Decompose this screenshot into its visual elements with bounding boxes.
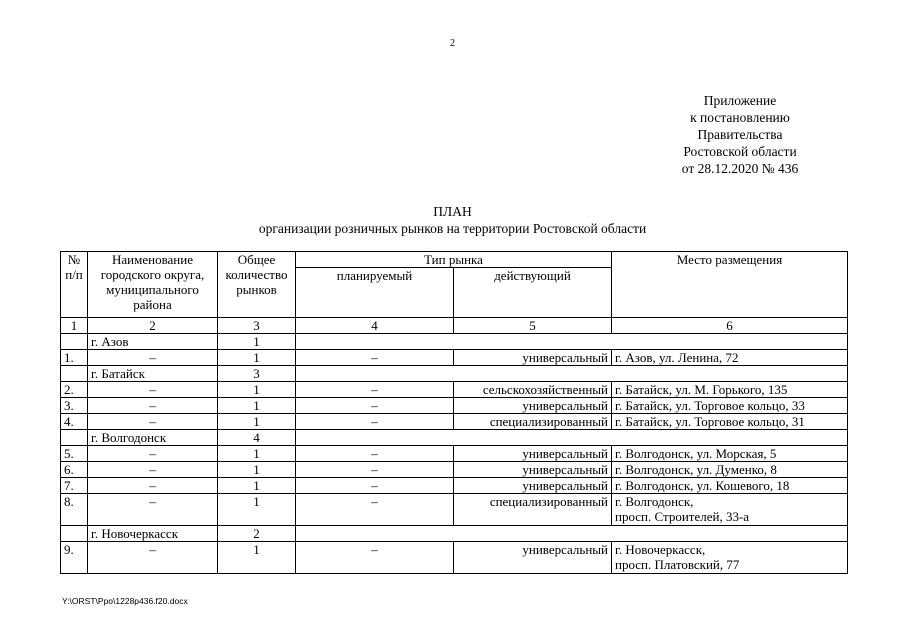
page-number: 2 — [450, 38, 455, 49]
cell-planned: – — [296, 478, 454, 494]
cell-num: 9. — [61, 542, 88, 574]
column-number: 2 — [88, 318, 218, 334]
cell-empty — [296, 366, 848, 382]
table-row — [61, 478, 848, 494]
cell-num — [61, 334, 88, 350]
cell-name: – — [88, 350, 218, 366]
cell-empty — [296, 526, 848, 542]
header-active: действующий — [454, 268, 612, 318]
cell-active: универсальный — [454, 446, 612, 462]
header-name: Наименование городского округа, муниципального района — [88, 252, 218, 318]
table-row — [61, 414, 848, 430]
header-planned: планируемый — [296, 268, 454, 318]
cell-empty — [296, 430, 848, 446]
cell-num — [61, 430, 88, 446]
table-row — [61, 542, 848, 574]
cell-count: 1 — [218, 398, 296, 414]
cell-count: 1 — [218, 382, 296, 398]
cell-location: г. Волгодонск, ул. Морская, 5 — [612, 446, 848, 462]
cell-planned: – — [296, 462, 454, 478]
cell-active: универсальный — [454, 478, 612, 494]
cell-count: 4 — [218, 430, 296, 446]
cell-num: 7. — [61, 478, 88, 494]
cell-active: специализированный — [454, 414, 612, 430]
cell-name: – — [88, 398, 218, 414]
appendix-line: Приложение — [703, 93, 777, 108]
column-number: 5 — [454, 318, 612, 334]
cell-planned: – — [296, 382, 454, 398]
cell-name: – — [88, 446, 218, 462]
table-row — [61, 382, 848, 398]
table-row — [61, 462, 848, 478]
header-num: № п/п — [61, 252, 88, 318]
cell-active: универсальный — [454, 398, 612, 414]
cell-location: г. Батайск, ул. М. Горького, 135 — [612, 382, 848, 398]
cell-name: – — [88, 414, 218, 430]
column-number: 4 — [296, 318, 454, 334]
appendix-block — [640, 92, 840, 177]
cell-active: универсальный — [454, 462, 612, 478]
cell-group-name: г. Новочеркасск — [88, 526, 218, 542]
cell-name: – — [88, 542, 218, 574]
header-location: Место размещения — [612, 252, 848, 318]
header-market-type: Тип рынка — [296, 252, 612, 268]
cell-location: г. Волгодонск, ул. Думенко, 8 — [612, 462, 848, 478]
appendix-line: Правительства — [697, 127, 783, 142]
cell-count: 1 — [218, 334, 296, 350]
cell-num: 2. — [61, 382, 88, 398]
title-heading: ПЛАН — [433, 204, 472, 219]
document-title — [0, 203, 905, 237]
cell-count: 1 — [218, 446, 296, 462]
cell-active: универсальный — [454, 350, 612, 366]
cell-location: г. Волгодонск, ул. Кошевого, 18 — [612, 478, 848, 494]
cell-count: 1 — [218, 478, 296, 494]
cell-location: г. Батайск, ул. Торговое кольцо, 31 — [612, 414, 848, 430]
plan-table — [60, 251, 848, 574]
cell-count: 1 — [218, 542, 296, 574]
cell-name: – — [88, 382, 218, 398]
cell-count: 1 — [218, 462, 296, 478]
cell-name: – — [88, 494, 218, 526]
cell-empty — [296, 334, 848, 350]
cell-location: г. Новочеркасск, просп. Платовский, 77 — [612, 542, 848, 574]
cell-planned: – — [296, 350, 454, 366]
table-row — [61, 398, 848, 414]
cell-num: 8. — [61, 494, 88, 526]
table-row — [61, 446, 848, 462]
cell-group-name: г. Батайск — [88, 366, 218, 382]
group-row — [61, 526, 848, 542]
cell-num: 4. — [61, 414, 88, 430]
header-count: Общее количество рынков — [218, 252, 296, 318]
cell-num — [61, 526, 88, 542]
cell-num: 6. — [61, 462, 88, 478]
cell-count: 3 — [218, 366, 296, 382]
file-path-footer: Y:\ORST\Ppo\1228p436.f20.docx — [62, 596, 188, 606]
cell-num: 1. — [61, 350, 88, 366]
cell-num: 3. — [61, 398, 88, 414]
cell-location: г. Азов, ул. Ленина, 72 — [612, 350, 848, 366]
cell-count: 1 — [218, 414, 296, 430]
group-row — [61, 430, 848, 446]
cell-active: сельскохозяйственный — [454, 382, 612, 398]
appendix-line: к постановлению — [690, 110, 790, 125]
cell-num: 5. — [61, 446, 88, 462]
table-row — [61, 350, 848, 366]
group-row — [61, 366, 848, 382]
cell-location: г. Батайск, ул. Торговое кольцо, 33 — [612, 398, 848, 414]
table-row — [61, 494, 848, 526]
column-number: 6 — [612, 318, 848, 334]
column-number: 1 — [61, 318, 88, 334]
cell-planned: – — [296, 446, 454, 462]
group-row — [61, 334, 848, 350]
cell-count: 1 — [218, 494, 296, 526]
cell-group-name: г. Волгодонск — [88, 430, 218, 446]
cell-count: 1 — [218, 350, 296, 366]
appendix-line: Ростовской области — [683, 144, 797, 159]
cell-active: универсальный — [454, 542, 612, 574]
cell-planned: – — [296, 494, 454, 526]
cell-planned: – — [296, 542, 454, 574]
cell-location: г. Волгодонск, просп. Строителей, 33-а — [612, 494, 848, 526]
cell-num — [61, 366, 88, 382]
cell-active: специализированный — [454, 494, 612, 526]
column-number: 3 — [218, 318, 296, 334]
cell-count: 2 — [218, 526, 296, 542]
cell-planned: – — [296, 414, 454, 430]
appendix-line: от 28.12.2020 № 436 — [681, 161, 799, 176]
cell-name: – — [88, 478, 218, 494]
cell-planned: – — [296, 398, 454, 414]
cell-group-name: г. Азов — [88, 334, 218, 350]
cell-name: – — [88, 462, 218, 478]
title-subheading: организации розничных рынков на территории Ростовской области — [258, 221, 647, 236]
